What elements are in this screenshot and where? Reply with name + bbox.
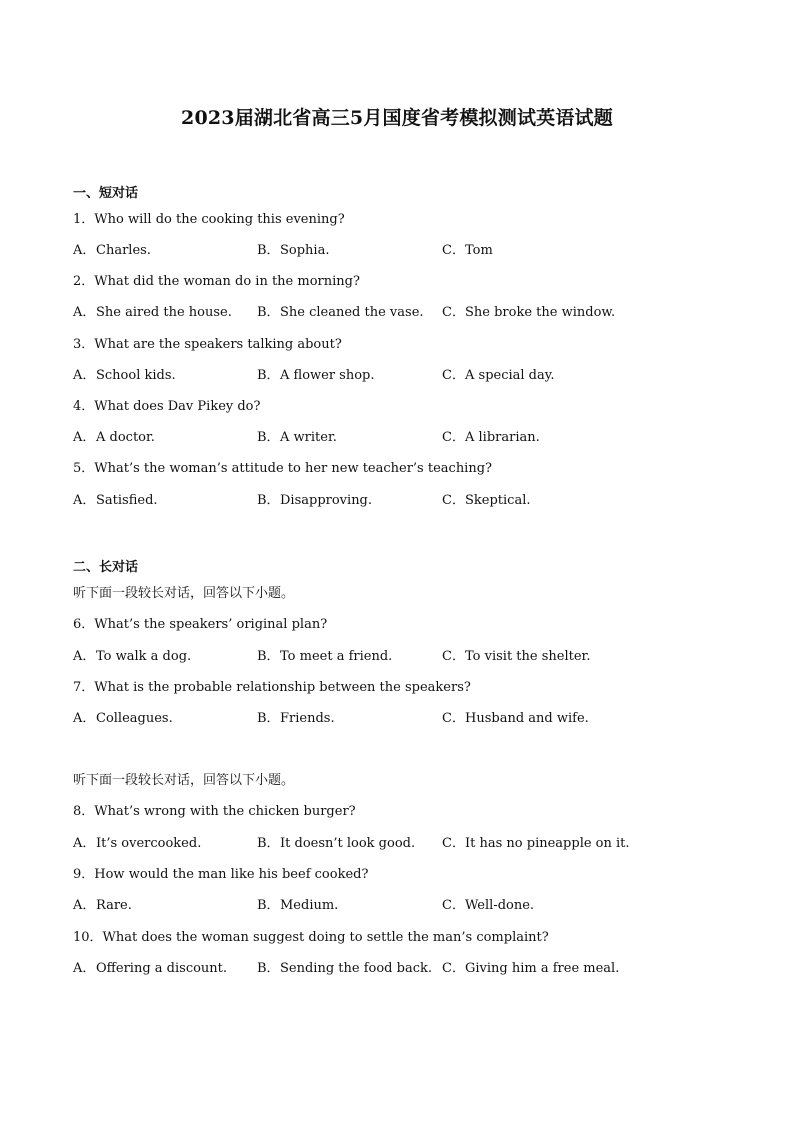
q1-option-c: C．Tom [442, 243, 493, 258]
group-2-instruction: 听下面一段较长对话，回答以下小题。 [73, 773, 295, 788]
question-4: 4．What does Dav Pikey do? [73, 399, 261, 414]
q5-option-c: C．Skeptical. [442, 493, 531, 508]
q6-option-a: A．To walk a dog. [73, 649, 192, 664]
q1-option-b: B．Sophia. [257, 243, 330, 258]
question-3: 3．What are the speakers talking about? [73, 337, 342, 352]
q1-option-a: A．Charles. [73, 243, 151, 258]
q6-option-b: B．To meet a friend. [257, 649, 393, 664]
q8-option-a: A．It’s overcooked. [73, 836, 202, 851]
q7-option-c: C．Husband and wife. [442, 711, 589, 726]
question-1: 1．Who will do the cooking this evening? [73, 212, 345, 227]
q9-option-a: A．Rare. [73, 898, 132, 913]
page-title: 2023届湖北省高三5月国度省考模拟测试英语试题 [181, 107, 613, 129]
question-10: 10．What does the woman suggest doing to settle the man’s complaint? [73, 930, 549, 945]
section-heading-long-dialogues: 二、长对话 [73, 560, 139, 575]
q8-option-b: B．It doesn’t look good. [257, 836, 416, 851]
group-1-instruction: 听下面一段较长对话，回答以下小题。 [73, 586, 295, 601]
question-2: 2．What did the woman do in the morning? [73, 274, 360, 289]
q7-option-a: A．Colleagues. [73, 711, 173, 726]
q8-option-c: C．It has no pineapple on it. [442, 836, 630, 851]
question-6: 6．What’s the speakers’ original plan? [73, 617, 328, 632]
question-9: 9．How would the man like his beef cooked? [73, 867, 369, 882]
q3-option-a: A．School kids. [73, 368, 176, 383]
question-8: 8．What’s wrong with the chicken burger? [73, 804, 356, 819]
q6-option-c: C．To visit the shelter. [442, 649, 591, 664]
question-7: 7．What is the probable relationship between the speakers? [73, 680, 471, 695]
q4-option-b: B．A writer. [257, 430, 337, 445]
q2-option-a: A．She aired the house. [73, 305, 232, 320]
q4-option-c: C．A librarian. [442, 430, 540, 445]
q7-option-b: B．Friends. [257, 711, 335, 726]
q10-option-b: B．Sending the food back. [257, 961, 432, 976]
question-5: 5．What’s the woman’s attitude to her new teacher’s teaching? [73, 461, 493, 476]
q10-option-c: C．Giving him a free meal. [442, 961, 620, 976]
q5-option-a: A．Satisfied. [73, 493, 158, 508]
q9-option-b: B．Medium. [257, 898, 339, 913]
q5-option-b: B．Disapproving. [257, 493, 373, 508]
q4-option-a: A．A doctor. [73, 430, 155, 445]
q3-option-c: C．A special day. [442, 368, 555, 383]
q9-option-c: C．Well-done. [442, 898, 535, 913]
q10-option-a: A．Offering a discount. [73, 961, 228, 976]
section-heading-short-dialogues: 一、短对话 [73, 186, 139, 201]
q2-option-c: C．She broke the window. [442, 305, 616, 320]
q3-option-b: B．A flower shop. [257, 368, 375, 383]
q2-option-b: B．She cleaned the vase. [257, 305, 424, 320]
